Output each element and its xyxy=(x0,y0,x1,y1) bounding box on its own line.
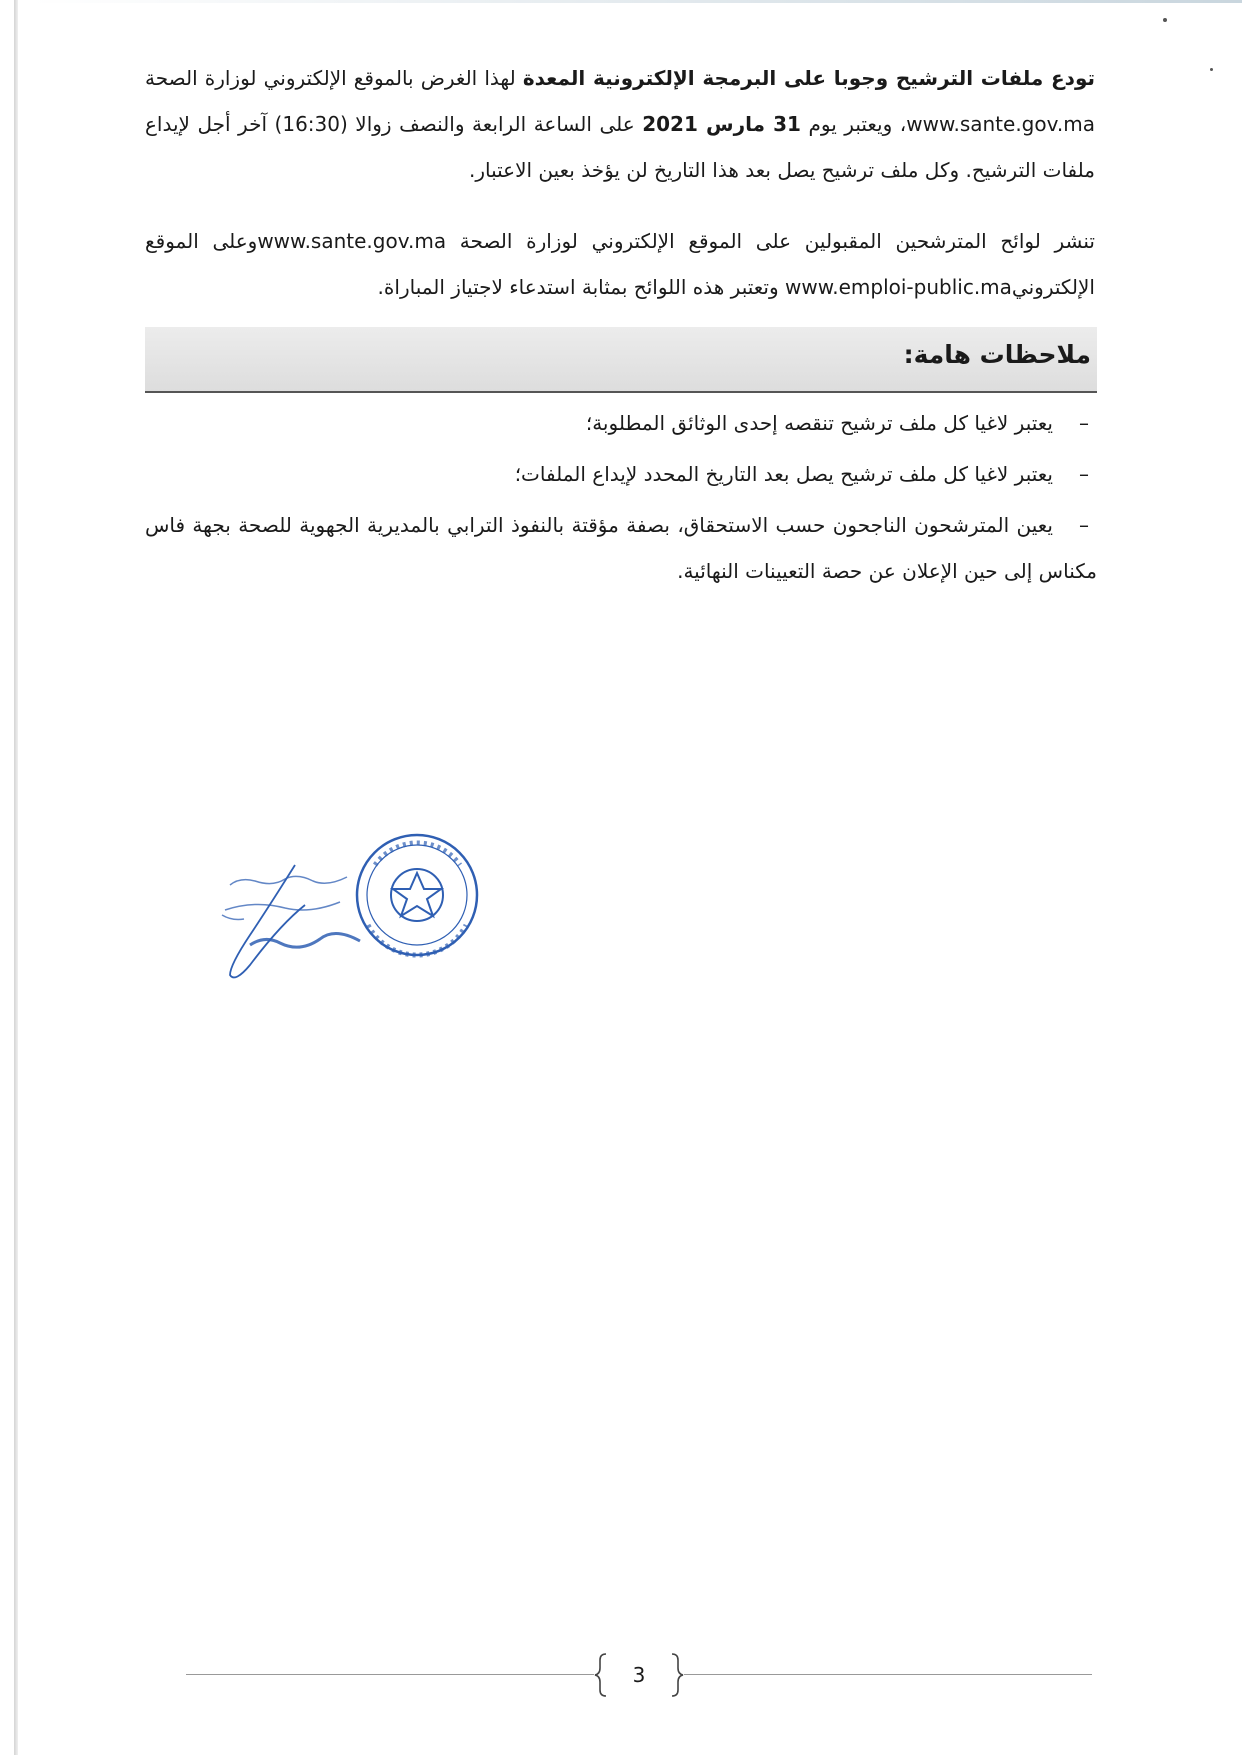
paragraph-text: تنشر لوائح المترشحين المقبولين على الموقع الإلكتروني لوزارة الصحة xyxy=(446,229,1095,253)
page-number: 3 xyxy=(632,1663,646,1687)
note-text: يعين المترشحون الناجحون حسب الاستحقاق، بصفة مؤقتة بالنفوذ الترابي بالمديرية الجهوية للصحة بجهة فاس مكناس إلى حين الإعلان عن حصة التعيينات النهائية. xyxy=(145,513,1097,583)
signature-stamp xyxy=(130,825,490,1015)
handwritten-signature xyxy=(222,865,360,977)
scan-speck xyxy=(1210,68,1213,71)
list-item xyxy=(145,502,1097,594)
website-link: www.emploi-public.ma xyxy=(785,275,1012,299)
star-icon xyxy=(393,873,441,916)
section-header xyxy=(145,327,1097,393)
round-stamp xyxy=(357,835,477,955)
scan-edge-top xyxy=(30,0,1242,3)
paragraph-submission xyxy=(145,55,1095,193)
paragraph-text: وعلى الموقع الإلكتروني xyxy=(145,229,1095,299)
official-stamp-seal xyxy=(130,825,490,1015)
paragraph-text: على الساعة الرابعة والنصف زوالا (16:30) آخر أجل لإيداع ملفات الترشيح. وكل ملف ترشيح يصل بعد هذا التاريخ لن يؤخذ بعين الاعتبار. xyxy=(145,112,1095,182)
note-text: يعتبر لاغيا كل ملف ترشيح يصل بعد التاريخ المحدد لإيداع الملفات؛ xyxy=(514,462,1053,486)
footer-rule xyxy=(684,1674,1092,1675)
paragraph-text: وتعتبر هذه اللوائح بمثابة استدعاء لاجتياز المباراة. xyxy=(377,275,785,299)
scan-speck xyxy=(1163,18,1167,22)
paragraph-publication xyxy=(145,218,1095,310)
paragraph-lead: تودع ملفات الترشيح وجوبا على البرمجة الإلكترونية المعدة xyxy=(522,66,1095,90)
website-link: www.sante.gov.ma xyxy=(257,229,447,253)
notes-list xyxy=(145,400,1097,599)
list-item xyxy=(145,400,1097,446)
scan-edge xyxy=(14,0,18,1755)
website-link: www.sante.gov.ma xyxy=(906,112,1095,136)
paragraph-text: ، ويعتبر يوم xyxy=(800,112,907,136)
note-text: يعتبر لاغيا كل ملف ترشيح تنقصه إحدى الوثائق المطلوبة؛ xyxy=(585,411,1053,435)
list-dash: – xyxy=(1079,513,1089,537)
paragraph-text: لهذا الغرض بالموقع الإلكتروني لوزارة الصحة xyxy=(145,66,523,90)
list-dash: – xyxy=(1079,411,1089,435)
footer-rule xyxy=(186,1674,594,1675)
list-dash: – xyxy=(1079,462,1089,486)
list-item xyxy=(145,451,1097,497)
deadline-date: 31 مارس 2021 xyxy=(642,112,801,136)
right-brace-icon xyxy=(670,1652,684,1698)
section-title: ملاحظات هامة: xyxy=(903,340,1091,369)
